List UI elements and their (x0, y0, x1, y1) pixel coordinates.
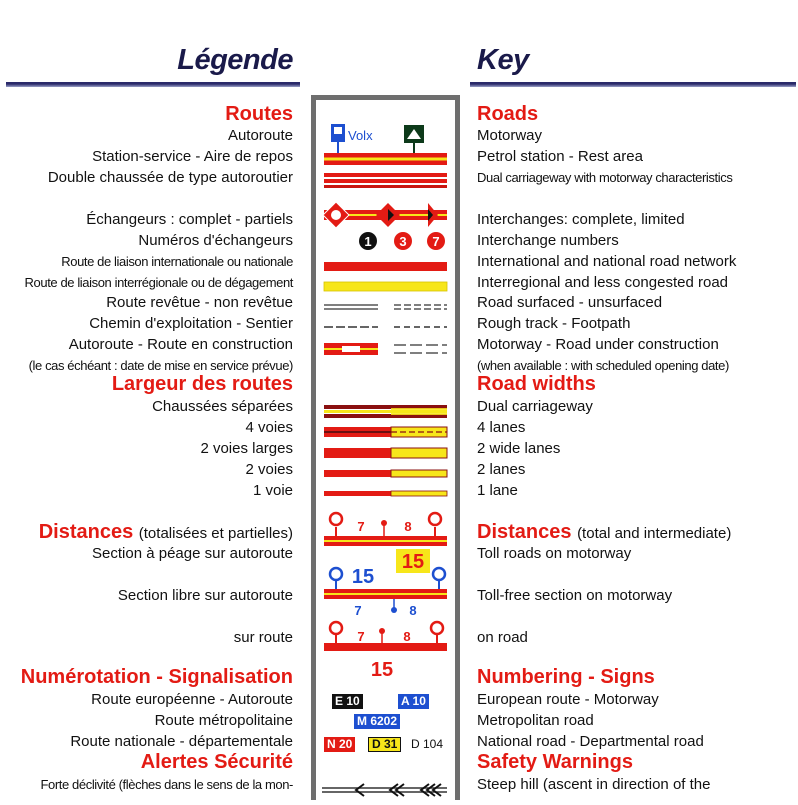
surfaced-road-symbol (324, 305, 378, 309)
international-road-symbol (324, 262, 447, 271)
road-distance-1: 7 (357, 629, 365, 644)
label-onroad-en: on road (477, 629, 528, 646)
label-steep-fr: Forte déclivité (flèches dans le sens de la mon- (40, 777, 293, 792)
svg-text:1: 1 (364, 234, 372, 249)
motorway-badge: A 10 (398, 694, 429, 709)
label-interregional-en: Interregional and less congested road (477, 274, 729, 291)
station-name: Volx (348, 128, 373, 143)
label-two-fr: 2 voies (245, 461, 293, 478)
label-track-en: Rough track - Footpath (477, 315, 631, 332)
legend-symbol-column (311, 95, 460, 800)
label-intl-road-fr: Route de liaison internationale ou nationale (61, 254, 293, 269)
road-distance-2: 8 (403, 629, 411, 644)
label-one-fr: 1 voie (252, 482, 293, 499)
label-two-wide-fr: 2 voies larges (200, 440, 293, 457)
label-national-en: National road - Departmental road (477, 733, 704, 750)
label-tollfree-en: Toll-free section on motorway (477, 587, 673, 604)
label-two-en: 2 lanes (477, 461, 526, 478)
width-four-lanes-symbol (324, 427, 447, 437)
road-total: 15 (370, 659, 394, 681)
european-route-badge: E 10 (332, 694, 363, 709)
label-european-fr: Route européenne - Autoroute (91, 691, 293, 708)
section-distances-fr: Distances (totalisées et partielles) (38, 521, 293, 543)
section-safety-fr: Alertes Sécurité (140, 751, 293, 773)
label-interchanges-fr: Échangeurs : complet - partiels (86, 211, 293, 228)
road-distance-symbol (324, 622, 447, 651)
label-intl-road-en: International and national road network (477, 253, 737, 270)
label-onroad-fr: sur route (233, 629, 293, 646)
petrol-station-icon (331, 124, 345, 155)
interchange-symbol (323, 202, 447, 228)
toll-free-distance-1: 7 (354, 603, 362, 618)
label-petrol-fr: Station-service - Aire de repos (92, 148, 293, 165)
toll-free-total: 15 (351, 566, 375, 588)
toll-distance-2: 8 (404, 519, 412, 534)
metropolitan-road-badge: M 6202 (354, 714, 400, 729)
toll-total: 15 (401, 551, 425, 573)
label-toll-en: Toll roads on motorway (477, 545, 632, 562)
interchange-numbers (359, 232, 445, 250)
label-interchanges-en: Interchanges: complete, limited (477, 211, 685, 228)
toll-distance-1: 7 (357, 519, 365, 534)
section-numbering-fr: Numérotation - Signalisation (20, 666, 293, 688)
label-surfaced-en: Road surfaced - unsurfaced (477, 294, 663, 311)
label-motorway-fr: Autoroute (227, 127, 293, 144)
label-dual-fr: Chaussées séparées (152, 398, 293, 415)
label-dual-mw-fr: Double chaussée de type autoroutier (47, 169, 293, 186)
section-safety-en: Safety Warnings (477, 751, 633, 773)
label-toll-fr: Section à péage sur autoroute (92, 545, 293, 562)
label-national-fr: Route nationale - départementale (70, 733, 293, 750)
width-one-lane-symbol (324, 491, 447, 496)
width-dual-symbol (324, 405, 447, 418)
steep-hill-arrows-icon (322, 784, 447, 796)
svg-text:3: 3 (399, 234, 407, 249)
label-tollfree-fr: Section libre sur autoroute (117, 587, 293, 604)
header-english: Key (477, 44, 529, 76)
header-rule-left (6, 82, 300, 87)
section-widths-en: Road widths (477, 373, 596, 395)
label-interregional-fr: Route de liaison interrégionale ou de dégagement (24, 275, 293, 290)
label-interchange-num-fr: Numéros d'échangeurs (138, 232, 293, 249)
label-steep-en: Steep hill (ascent in direction of the (477, 776, 711, 793)
toll-free-distance-2: 8 (409, 603, 417, 618)
label-one-en: 1 lane (477, 482, 518, 499)
road-under-construction-symbol (394, 345, 447, 353)
rest-area-icon (404, 125, 424, 155)
label-petrol-en: Petrol station - Rest area (477, 148, 643, 165)
section-widths-fr: Largeur des routes (111, 373, 293, 395)
toll-distance-symbol (324, 513, 447, 573)
section-routes-en: Roads (477, 103, 539, 125)
label-motorway-en: Motorway (477, 127, 543, 144)
national-road-badge: N 20 (324, 737, 355, 752)
label-construction-en: Motorway - Road under construction (477, 336, 719, 353)
interregional-road-symbol (324, 282, 447, 291)
section-routes-fr: Routes (225, 103, 293, 125)
label-two-wide-en: 2 wide lanes (477, 440, 561, 457)
label-metro-en: Metropolitan road (477, 712, 594, 729)
motorway-under-construction-symbol (324, 343, 378, 355)
label-four-fr: 4 voies (245, 419, 293, 436)
label-four-en: 4 lanes (477, 419, 526, 436)
label-construction-fr: Autoroute - Route en construction (68, 336, 293, 353)
label-surfaced-fr: Route revêtue - non revêtue (106, 294, 293, 311)
svg-text:7: 7 (432, 234, 440, 249)
toll-free-distance-symbol (324, 568, 447, 613)
label-opening-en: (when available : with scheduled opening date) (477, 358, 729, 373)
label-european-en: European route - Motorway (477, 691, 659, 708)
label-opening-fr: (le cas échéant : date de mise en service prévue) (28, 358, 293, 373)
section-numbering-en: Numbering - Signs (477, 666, 655, 688)
dual-carriageway-symbol (324, 173, 447, 188)
label-dual-en: Dual carriageway (477, 398, 593, 415)
label-dual-mw-en: Dual carriageway with motorway characteristics (477, 170, 733, 185)
label-metro-fr: Route métropolitaine (154, 712, 293, 729)
departmental-road-plain-label: D 104 (411, 737, 444, 751)
departmental-road-badge: D 31 (368, 737, 401, 752)
width-two-wide-lanes-symbol (324, 448, 447, 458)
header-rule-right (470, 82, 796, 87)
width-two-lanes-symbol (324, 470, 447, 477)
section-distances-en: Distances (total and intermediate) (477, 521, 732, 543)
header-french: Légende (177, 44, 293, 76)
unsurfaced-road-symbol (394, 305, 447, 309)
label-interchange-num-en: Interchange numbers (477, 232, 619, 249)
motorway-symbol (324, 153, 447, 165)
label-track-fr: Chemin d'exploitation - Sentier (89, 315, 293, 332)
